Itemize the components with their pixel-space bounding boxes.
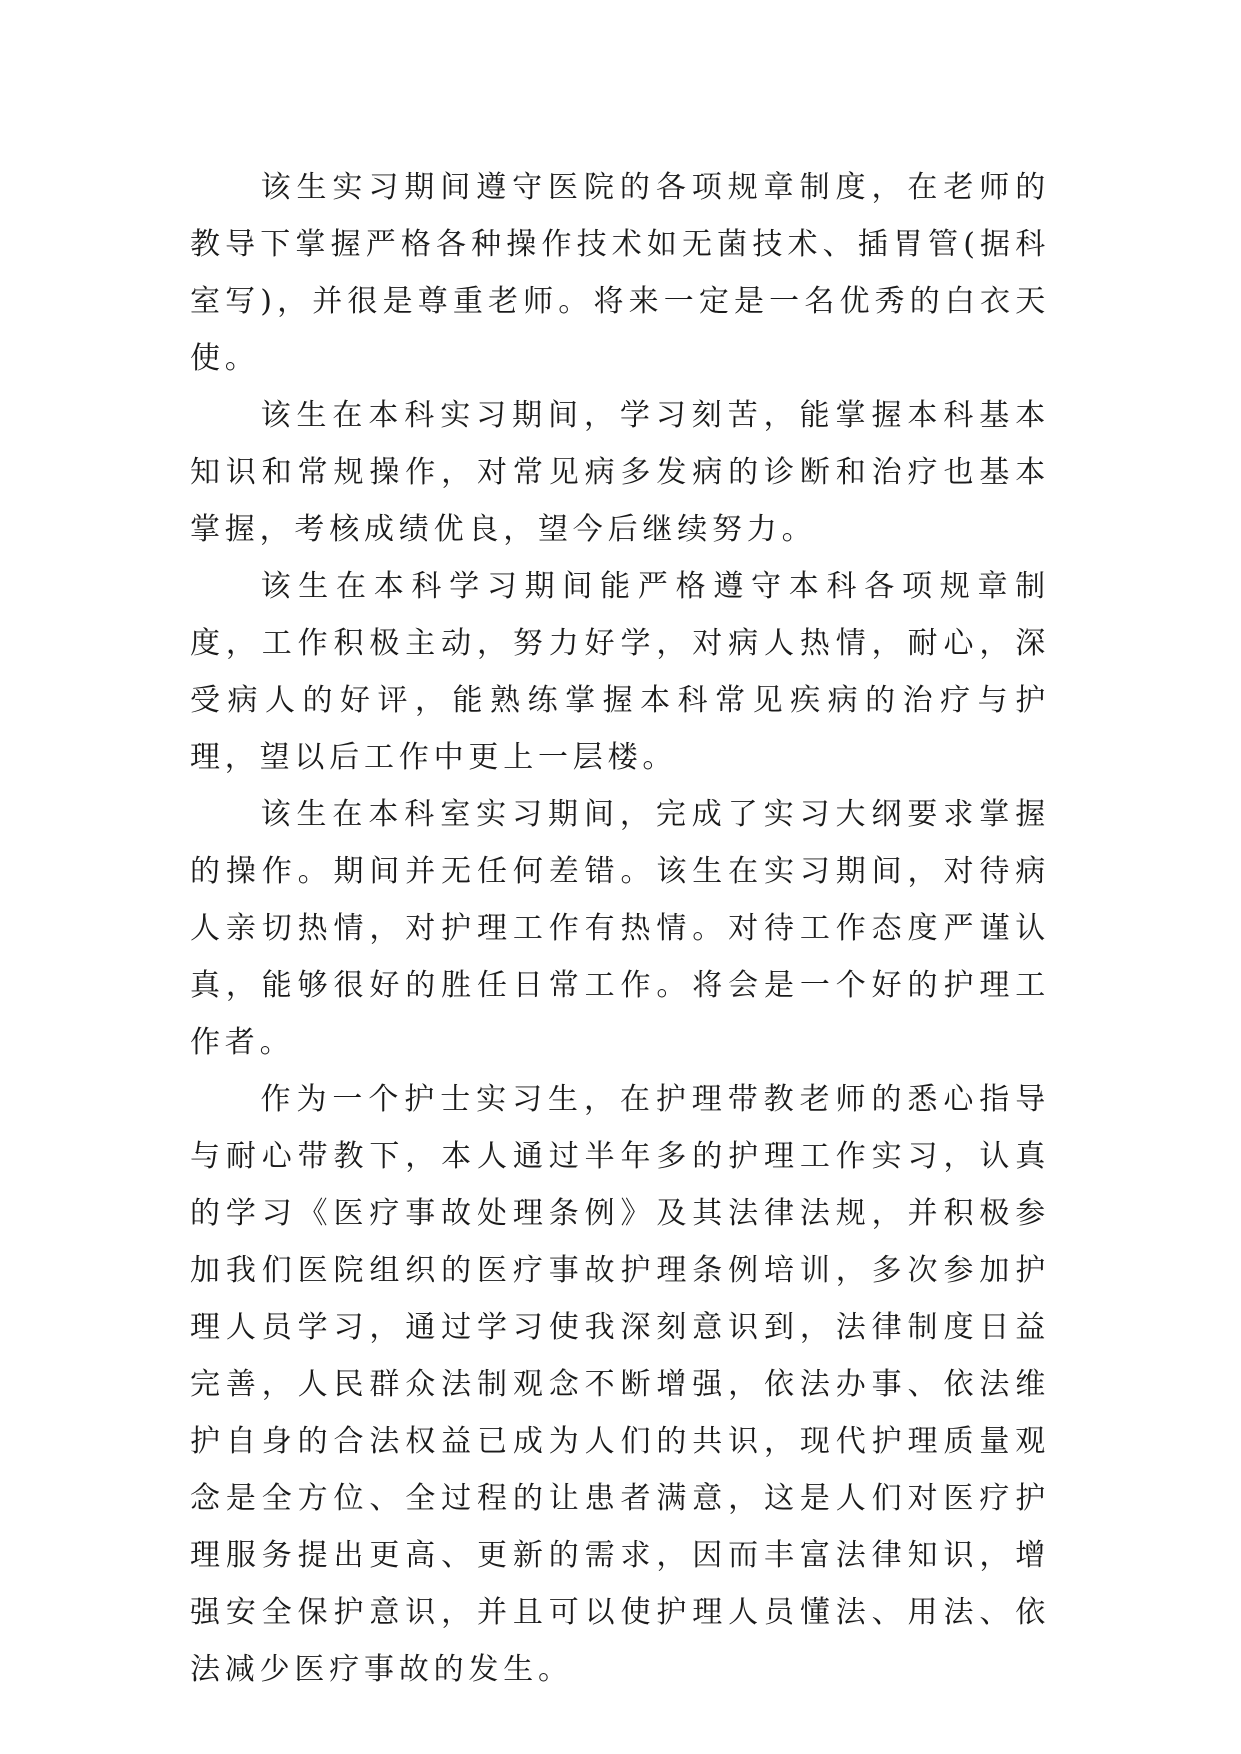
paragraph-4: 该生在本科室实习期间，完成了实习大纲要求掌握的操作。期间并无任何差错。该生在实习期间，对待病人亲切热情，对护理工作有热情。对待工作态度严谨认真，能够很好的胜任日常工作。将会是一个好的护理工作者。	[190, 797, 1050, 1060]
document-body	[190, 159, 1050, 1698]
paragraph-3: 该生在本科学习期间能严格遵守本科各项规章制度，工作积极主动，努力好学，对病人热情，耐心，深受病人的好评，能熟练掌握本科常见疾病的治疗与护理，望以后工作中更上一层楼。	[190, 569, 1050, 775]
paragraph-2: 该生在本科实习期间，学习刻苦，能掌握本科基本知识和常规操作，对常见病多发病的诊断和治疗也基本掌握，考核成绩优良，望今后继续努力。	[190, 398, 1050, 547]
paragraph-1: 该生实习期间遵守医院的各项规章制度，在老师的教导下掌握严格各种操作技术如无菌技术、插胃管(据科室写)，并很是尊重老师。将来一定是一名优秀的白衣天使。	[190, 170, 1050, 376]
paragraph-5: 作为一个护士实习生，在护理带教老师的悉心指导与耐心带教下，本人通过半年多的护理工作实习，认真的学习《医疗事故处理条例》及其法律法规，并积极参加我们医院组织的医疗事故护理条例培训，多次参加护理人员学习，通过学习使我深刻意识到，法律制度日益完善，人民群众法制观念不断增强，依法办事、依法维护自身的合法权益已成为人们的共识，现代护理质量观念是全方位、全过程的让患者满意，这是人们对医疗护理服务提出更高、更新的需求，因而丰富法律知识，增强安全保护意识，并且可以使护理人员懂法、用法、依法减少医疗事故的发生。	[190, 1082, 1050, 1687]
